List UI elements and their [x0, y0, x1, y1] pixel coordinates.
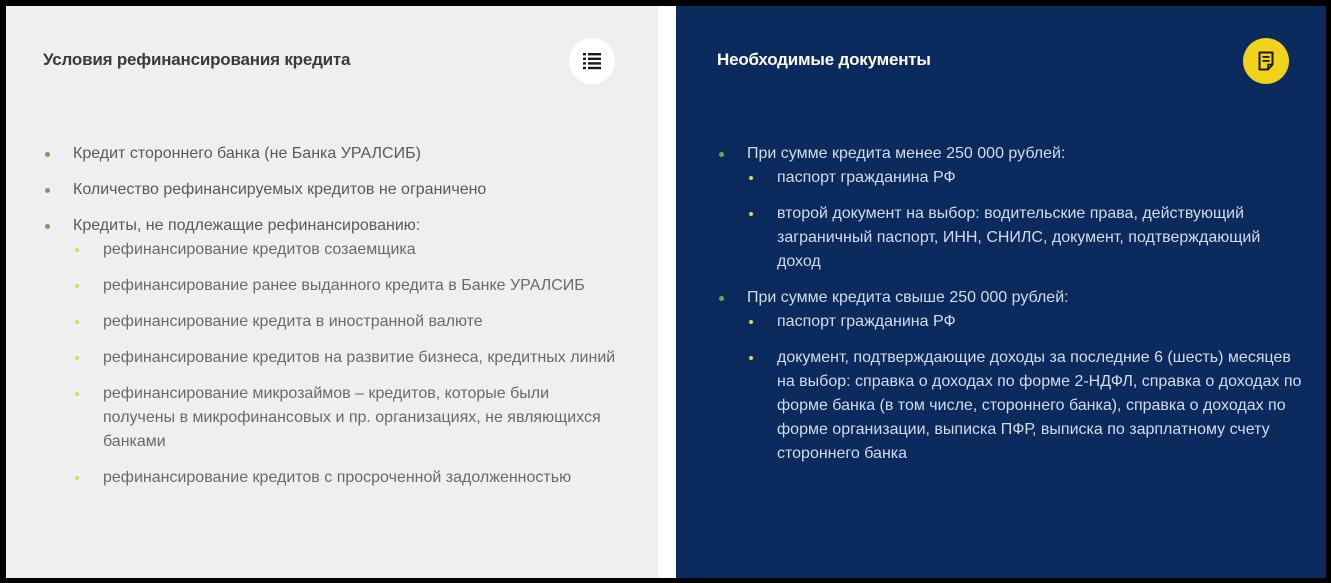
panel-title: Необходимые документы — [717, 50, 931, 69]
refinancing-conditions-panel — [6, 6, 658, 578]
sublist-item — [73, 346, 623, 370]
list-icon — [569, 38, 615, 84]
list-item — [43, 142, 623, 166]
required-documents-panel — [676, 6, 1326, 578]
list-item-text: При сумме кредита менее 250 000 рублей: — [747, 145, 1066, 162]
sublist-item — [73, 238, 623, 262]
sub-bullet-icon — [75, 320, 79, 324]
sublist — [747, 310, 1307, 466]
panel-title: Условия рефинансирования кредита — [43, 50, 351, 69]
document-icon — [1243, 38, 1289, 84]
conditions-list — [43, 142, 623, 490]
sublist-item-text: паспорт гражданина РФ — [777, 313, 956, 330]
sublist — [747, 166, 1307, 274]
sublist-item — [747, 202, 1307, 274]
sublist-item-text: рефинансирование кредитов на развитие бизнеса, кредитных линий — [103, 349, 616, 366]
sublist-item-text: паспорт гражданина РФ — [777, 169, 956, 186]
sub-bullet-icon — [75, 476, 79, 480]
bullet-icon — [45, 188, 50, 193]
documents-list — [717, 142, 1307, 466]
sublist-item-text: второй документ на выбор: водительские права, действующий заграничный паспорт, ИНН, СНИЛС, документ, подтверждающий доход — [777, 205, 1261, 270]
sub-bullet-icon — [749, 212, 753, 216]
sublist-item-text: рефинансирование кредитов с просроченной задолженностью — [103, 469, 572, 486]
sublist-item-text: рефинансирование ранее выданного кредита в Банке УРАЛСИБ — [103, 277, 585, 294]
sublist — [73, 238, 623, 490]
sub-bullet-icon — [75, 284, 79, 288]
list-item-text: Количество рефинансируемых кредитов не ограничено — [73, 181, 487, 198]
panel-divider — [658, 6, 676, 578]
list-item-text: Кредит стороннего банка (не Банка УРАЛСИБ) — [73, 145, 421, 162]
bullet-icon — [45, 224, 50, 229]
list-item — [43, 214, 623, 490]
list-item — [43, 178, 623, 202]
sublist-item-text: документ, подтверждающие доходы за последние 6 (шесть) месяцев на выбор: справка о доходах по форме 2-НДФЛ, справка о доходах по форме банка (в том числе, стороннего банка), справка о доходах по форме организации, выписка ПФР, выписка по зарплатному счету стороннего банка — [777, 349, 1302, 462]
sub-bullet-icon — [75, 392, 79, 396]
sub-bullet-icon — [749, 356, 753, 360]
sublist-item — [73, 310, 623, 334]
sublist-item-text: рефинансирование кредитов созаемщика — [103, 241, 416, 258]
sublist-item — [747, 346, 1307, 466]
sub-bullet-icon — [749, 320, 753, 324]
sub-bullet-icon — [75, 356, 79, 360]
sublist-item — [747, 166, 1307, 190]
bullet-icon — [45, 152, 50, 157]
bullet-icon — [719, 296, 724, 301]
content-frame — [6, 6, 1326, 578]
sublist-item — [73, 382, 623, 454]
list-item — [717, 286, 1307, 466]
sublist-item — [73, 466, 623, 490]
list-item — [717, 142, 1307, 274]
bullet-icon — [719, 152, 724, 157]
sublist-item — [73, 274, 623, 298]
sub-bullet-icon — [749, 176, 753, 180]
list-item-text: Кредиты, не подлежащие рефинансированию: — [73, 217, 421, 234]
list-item-text: При сумме кредита свыше 250 000 рублей: — [747, 289, 1069, 306]
sub-bullet-icon — [75, 248, 79, 252]
sublist-item — [747, 310, 1307, 334]
sublist-item-text: рефинансирование микрозаймов – кредитов, которые были получены в микрофинансовых и пр. организациях, не являющихся банками — [103, 385, 601, 450]
sublist-item-text: рефинансирование кредита в иностранной валюте — [103, 313, 483, 330]
